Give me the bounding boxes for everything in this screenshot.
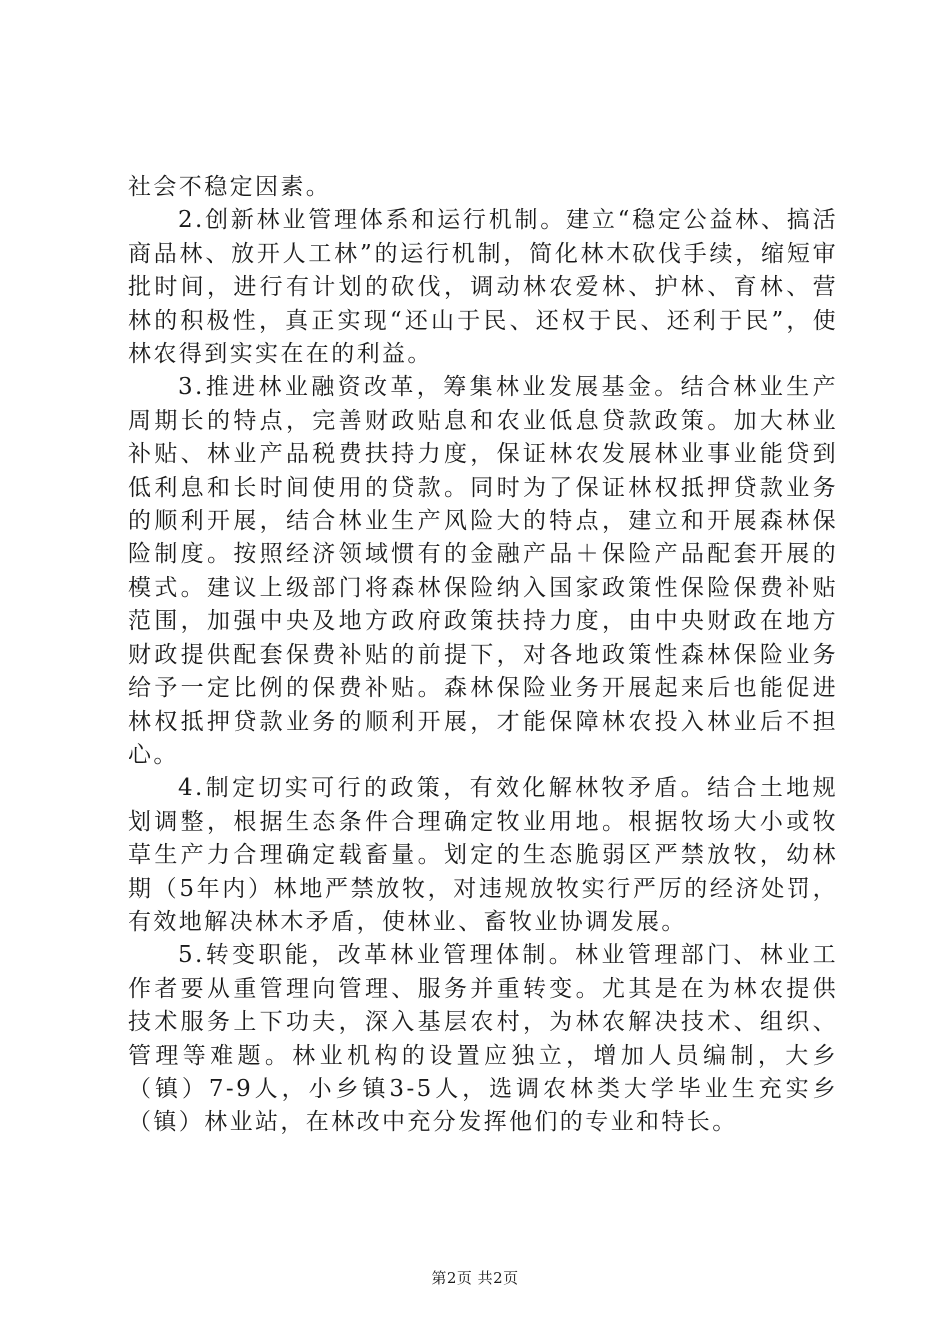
page-footer <box>0 1268 950 1288</box>
paragraph-item-5: 5.转变职能，改革林业管理体制。林业管理部门、林业工作者要从重管理向管理、服务并重转变。尤其是在为林农提供技术服务上下功夫，深入基层农村，为林农解决技术、组织、管理等难题。林业机构的设置应独立，增加人员编制，大乡（镇）7-9人，小乡镇3-5人，选调农林类大学毕业生充实乡（镇）林业站，在林改中充分发挥他们的专业和特长。 <box>128 942 838 1136</box>
paragraph-item-4: 4.制定切实可行的政策，有效化解林牧矛盾。结合土地规划调整，根据生态条件合理确定牧业用地。根据牧场大小或牧草生产力合理确定载畜量。划定的生态脆弱区严禁放牧，幼林期（5年内）林地严禁放牧，对违规放牧实行严厉的经济处罚，有效地解决林木矛盾，使林业、畜牧业协调发展。 <box>128 775 838 935</box>
paragraph-item-2: 2.创新林业管理体系和运行机制。建立“稳定公益林、搞活商品林、放开人工林”的运行机制，简化林木砍伐手续，缩短审批时间，进行有计划的砍伐，调动林农爱林、护林、育林、营林的积极性，真正实现“还山于民、还权于民、还利于民”，使林农得到实实在在的利益。 <box>128 207 838 368</box>
document-body <box>128 171 838 1140</box>
page-number-label: 第2页 共2页 <box>431 1269 519 1287</box>
paragraph-continuation: 社会不稳定因素。 <box>128 174 332 200</box>
paragraph-item-3: 3.推进林业融资改革，筹集林业发展基金。结合林业生产周期长的特点，完善财政贴息和农业低息贷款政策。加大林业补贴、林业产品税费扶持力度，保证林农发展林业事业能贷到低利息和长时间使用的贷款。同时为了保证林权抵押贷款业务的顺利开展，结合林业生产风险大的特点，建立和开展森林保险制度。按照经济领域惯有的金融产品＋保险产品配套开展的模式。建议上级部门将森林保险纳入国家政策性保险保费补贴范围，加强中央及地方政府政策扶持力度，由中央财政在地方财政提供配套保费补贴的前提下，对各地政策性森林保险业务给予一定比例的保费补贴。森林保险业务开展起来后也能促进林权抵押贷款业务的顺利开展，才能保障林农投入林业后不担心。 <box>128 374 838 768</box>
